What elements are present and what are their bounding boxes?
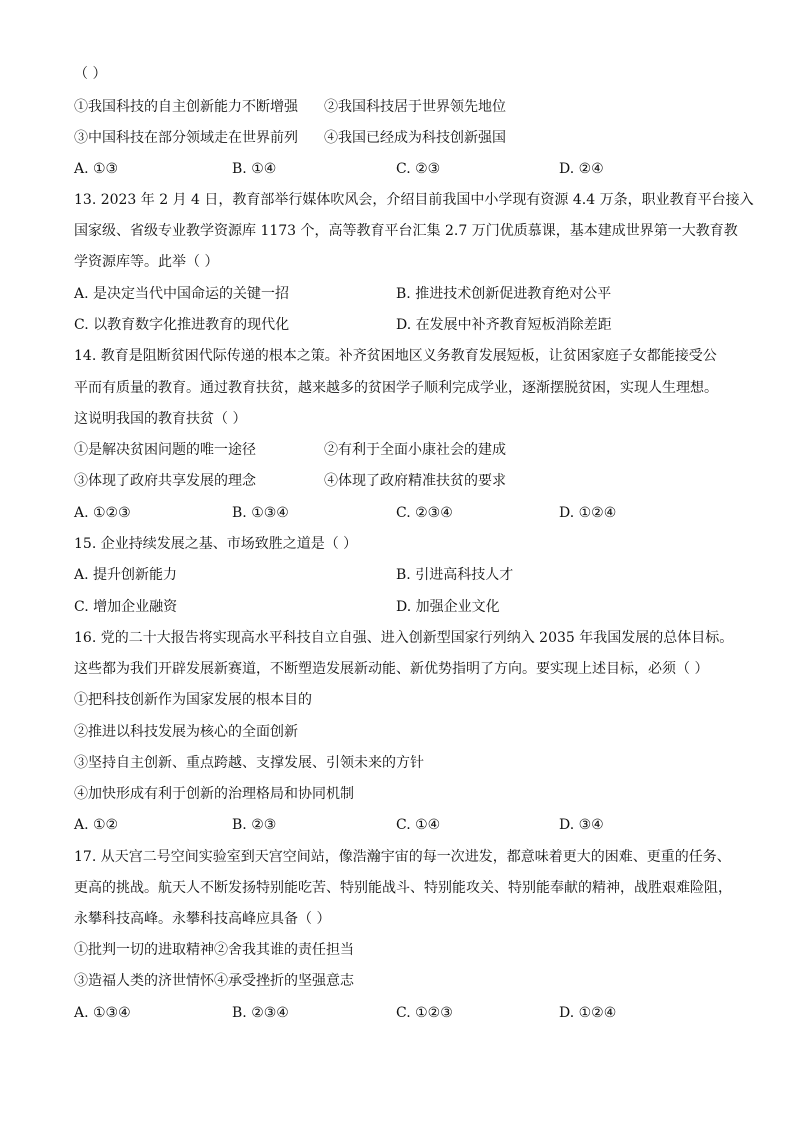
q17-statement: ①批判一切的进取精神②舍我其谁的责任担当 — [74, 942, 354, 958]
q15-stem: 15. 企业持续发展之基、市场致胜之道是（ ） — [74, 536, 358, 552]
q15-option-c: C. 增加企业融资 — [74, 599, 178, 615]
q12-statement: ④我国已经成为科技创新强国 — [324, 130, 506, 146]
q14-option-b: B. ①③④ — [232, 505, 289, 521]
q16-option-a: A. ①② — [74, 817, 119, 833]
q16-option-c: C. ①④ — [396, 817, 441, 833]
q16-option-d: D. ③④ — [559, 817, 604, 833]
q17-option-d: D. ①②④ — [559, 1005, 617, 1021]
q13-option-a: A. 是决定当代中国命运的关键一招 — [74, 286, 290, 302]
q13-option-b: B. 推进技术创新促进教育绝对公平 — [396, 286, 612, 302]
q14-option-a: A. ①②③ — [74, 505, 131, 521]
q16-statement: ③坚持自主创新、重点跨越、支撑发展、引领未来的方针 — [74, 755, 424, 771]
q14-option-c: C. ②③④ — [396, 505, 453, 521]
q13-option-c: C. 以教育数字化推进教育的现代化 — [74, 317, 290, 333]
q15-option-d: D. 加强企业文化 — [396, 599, 500, 615]
q17-statement: ③造福人类的济世情怀④承受挫折的坚强意志 — [74, 973, 354, 989]
q17-option-c: C. ①②③ — [396, 1005, 453, 1021]
q13-option-d: D. 在发展中补齐教育短板消除差距 — [396, 317, 612, 333]
q12-option-d: D. ②④ — [559, 161, 604, 177]
q12-statement: ①我国科技的自主创新能力不断增强 — [74, 99, 298, 115]
q16-statement: ①把科技创新作为国家发展的根本目的 — [74, 692, 312, 708]
q14-option-d: D. ①②④ — [559, 505, 617, 521]
q15-option-a: A. 提升创新能力 — [74, 567, 178, 583]
q15-option-b: B. 引进高科技人才 — [396, 567, 514, 583]
q16-statement: ②推进以科技发展为核心的全面创新 — [74, 724, 298, 740]
q14-statement: ②有利于全面小康社会的建成 — [324, 442, 506, 458]
q12-option-b: B. ①④ — [232, 161, 277, 177]
q17-stem-line: 更高的挑战。航天人不断发扬特别能吃苦、特别能战斗、特别能攻关、特别能奉献的精神，战胜艰难险阻， — [74, 880, 732, 896]
q12-statement: ②我国科技居于世界领先地位 — [324, 99, 506, 115]
q13-stem-line: 13. 2023 年 2 月 4 日，教育部举行媒体吹风会，介绍目前我国中小学现有资源 4.4 万条，职业教育平台接入 — [74, 192, 754, 208]
q14-stem-line: 这说明我国的教育扶贫（ ） — [74, 411, 247, 427]
q17-option-b: B. ②③④ — [232, 1005, 289, 1021]
q12-paren: （ ） — [74, 66, 107, 82]
q13-stem-line: 学资源库等。此举（ ） — [74, 254, 219, 270]
q17-stem-line: 17. 从天宫二号空间实验室到天宫空间站，像浩瀚宇宙的每一次进发，都意味着更大的困难、更重的任务、 — [74, 849, 731, 865]
q17-stem-line: 永攀科技高峰。永攀科技高峰应具备（ ） — [74, 911, 331, 927]
q17-option-a: A. ①③④ — [74, 1005, 131, 1021]
q16-stem-line: 这些都为我们开辟发展新赛道，不断塑造发展新动能、新优势指明了方向。要实现上述目标，必须（ ） — [74, 661, 709, 677]
q14-statement: ①是解决贫困问题的唯一途径 — [74, 442, 256, 458]
q14-stem-line: 14. 教育是阻断贫困代际传递的根本之策。补齐贫困地区义务教育发展短板，让贫困家庭子女都能接受公 — [74, 348, 717, 364]
q14-statement: ③体现了政府共享发展的理念 — [74, 473, 256, 489]
q16-stem-line: 16. 党的二十大报告将实现高水平科技自立自强、进入创新型国家行列纳入 2035 年我国发展的总体目标。 — [74, 630, 734, 646]
q12-option-c: C. ②③ — [396, 161, 441, 177]
q12-statement: ③中国科技在部分领域走在世界前列 — [74, 130, 298, 146]
q12-option-a: A. ①③ — [74, 161, 119, 177]
q13-stem-line: 国家级、省级专业教学资源库 1173 个，高等教育平台汇集 2.7 万门优质慕课，基本建成世界第一大教育教 — [74, 223, 738, 239]
q14-stem-line: 平而有质量的教育。通过教育扶贫，越来越多的贫困学子顺利完成学业，逐渐摆脱贫困，实现人生理想。 — [74, 380, 718, 396]
q14-statement: ④体现了政府精准扶贫的要求 — [324, 473, 506, 489]
q16-statement: ④加快形成有利于创新的治理格局和协同机制 — [74, 786, 354, 802]
q16-option-b: B. ②③ — [232, 817, 277, 833]
